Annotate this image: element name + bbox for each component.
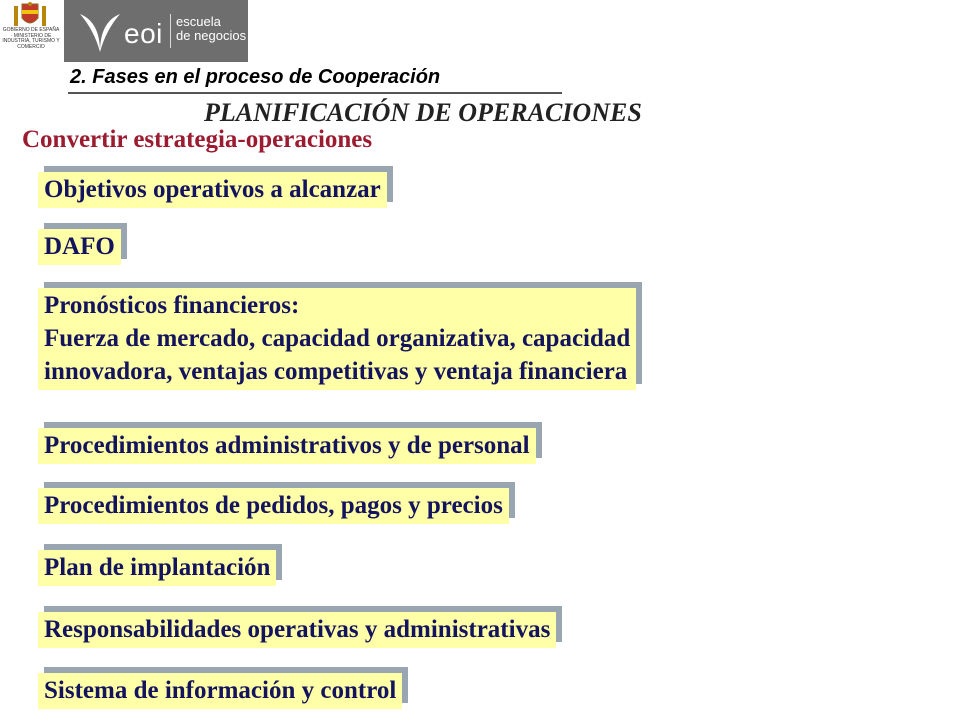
- list-item: [38, 288, 636, 390]
- item-box: [38, 673, 402, 709]
- item-text: Sistema de información y control: [44, 677, 397, 704]
- item-text: Objetivos operativos a alcanzar: [44, 176, 381, 203]
- eoi-mark-icon: [76, 8, 124, 54]
- eoi-tagline-line: escuela: [176, 14, 221, 29]
- coat-of-arms-icon: [12, 2, 48, 28]
- eoi-wordmark: eoi: [124, 18, 163, 49]
- item-box: [38, 428, 536, 464]
- item-box: [38, 172, 387, 208]
- item-box: [38, 488, 509, 524]
- page-subtitle: Convertir estrategia-operaciones: [22, 126, 373, 153]
- item-text: Responsabilidades operativas y administrativas: [44, 616, 551, 643]
- item-box: [38, 550, 276, 586]
- eoi-tagline: [176, 15, 246, 43]
- list-item: [38, 229, 121, 265]
- logo-separator: [170, 14, 171, 48]
- phase-heading: 2. Fases en el proceso de Cooperación: [70, 66, 441, 88]
- list-item: [38, 673, 402, 709]
- item-text: DAFO: [44, 233, 115, 260]
- phase-underline: [68, 92, 562, 94]
- list-item: [38, 612, 556, 648]
- item-box: [38, 288, 636, 390]
- list-item: [38, 488, 509, 524]
- item-box: [38, 229, 121, 265]
- list-item: [38, 550, 276, 586]
- list-item: [38, 428, 536, 464]
- item-text: Procedimientos administrativos y de personal: [44, 432, 530, 459]
- government-logo-text: GOBIERNO DE ESPAÑA · MINISTERIO DE INDUSTRIA, TURISMO Y COMERCIO: [2, 27, 60, 50]
- page-title: PLANIFICACIÓN DE OPERACIONES: [204, 98, 642, 127]
- item-text: Fuerza de mercado, capacidad organizativa, capacidad: [44, 325, 631, 352]
- item-text: Plan de implantación: [44, 554, 271, 581]
- eoi-tagline-line: de negocios: [176, 28, 247, 43]
- government-logo: [0, 0, 62, 62]
- list-item: [38, 172, 387, 208]
- item-box: [38, 612, 556, 648]
- item-text: innovadora, ventajas competitivas y ventaja financiera: [44, 358, 628, 385]
- eoi-logo: [64, 0, 248, 62]
- item-text: Procedimientos de pedidos, pagos y precios: [44, 492, 503, 519]
- item-text: Pronósticos financieros:: [44, 292, 300, 319]
